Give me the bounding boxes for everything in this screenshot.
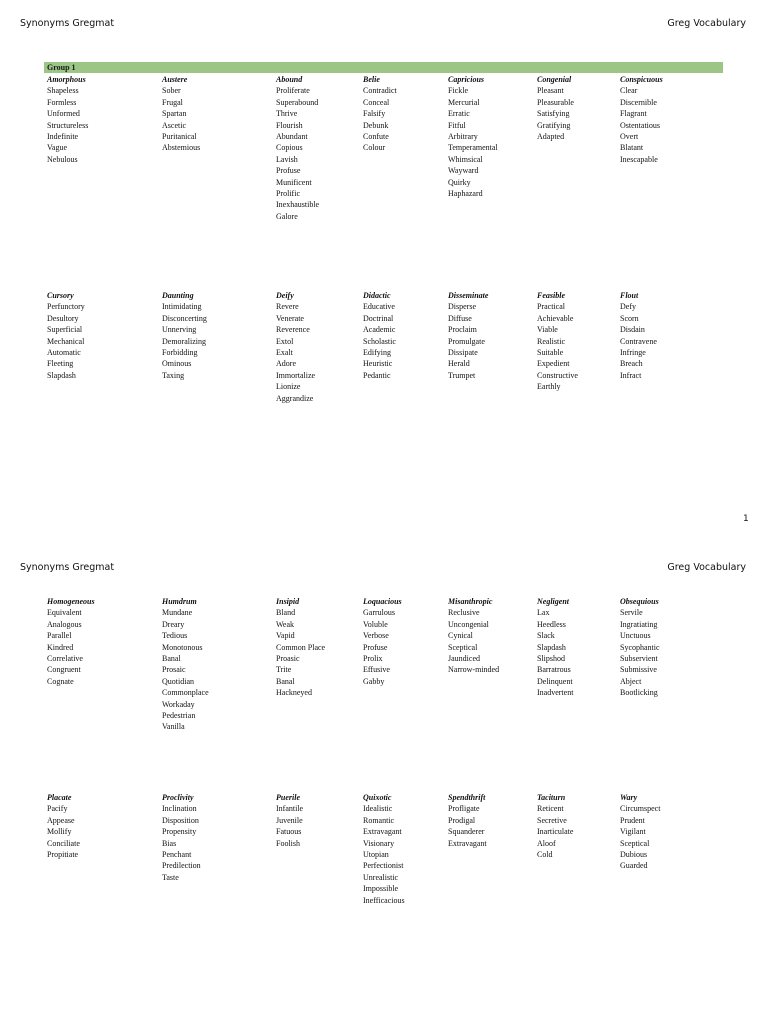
synonym-word: Frugal — [162, 97, 183, 107]
synonym-word: Edifying — [363, 348, 391, 358]
headword: Austere — [162, 75, 188, 84]
synonym-word: Venerate — [276, 313, 304, 323]
synonym-word: Dissipate — [448, 348, 478, 358]
page-1-header-right: Greg Vocabulary — [667, 18, 746, 29]
synonym-word: Blatant — [620, 143, 644, 153]
synonym-word: Servile — [620, 608, 643, 618]
synonym-word: Sober — [162, 86, 181, 96]
synonym-word: Workaday — [162, 699, 195, 709]
synonym-word: Vanilla — [162, 722, 185, 732]
synonym-word: Formless — [47, 97, 77, 107]
synonym-word: Pleasant — [537, 86, 564, 96]
synonym-word: Whimsical — [448, 154, 483, 164]
synonym-word: Mundane — [162, 608, 193, 618]
synonym-word: Munificent — [276, 177, 312, 187]
synonym-word: Reclusive — [448, 608, 480, 618]
synonym-word: Revere — [276, 302, 299, 312]
synonym-word: Thrive — [276, 109, 298, 119]
headword: Taciturn — [537, 793, 566, 802]
synonym-word: Ingratiating — [620, 619, 658, 629]
synonym-word: Commonplace — [162, 688, 209, 698]
synonym-word: Mollify — [47, 827, 72, 837]
synonym-word: Dreary — [162, 619, 185, 629]
synonym-column — [47, 792, 80, 860]
synonym-word: Prodigal — [448, 815, 476, 825]
synonym-word: Infringe — [620, 348, 646, 358]
synonym-word: Squanderer — [448, 827, 485, 837]
headword: Daunting — [162, 291, 194, 300]
synonym-word: Proasic — [276, 654, 300, 664]
synonym-column — [276, 290, 315, 404]
synonym-word: Overt — [620, 132, 639, 142]
synonym-word: Fatuous — [276, 827, 302, 837]
synonym-word: Extravagant — [363, 827, 402, 837]
synonym-word: Unrealistic — [363, 872, 399, 882]
synonym-word: Cold — [537, 850, 553, 860]
synonym-word: Conceal — [363, 97, 390, 107]
synonym-word: Visionary — [363, 838, 395, 848]
synonym-word: Sceptical — [620, 838, 650, 848]
synonym-word: Satisfying — [537, 109, 570, 119]
headword: Capricious — [448, 75, 485, 84]
page-2-header-left: Synonyms Gregmat — [20, 562, 115, 573]
headword: Puerile — [276, 793, 300, 802]
synonym-column — [448, 290, 488, 381]
synonym-word: Clear — [620, 86, 638, 96]
synonym-word: Heedless — [537, 619, 566, 629]
headword: Amorphous — [47, 75, 86, 84]
synonym-word: Defy — [620, 302, 636, 312]
synonym-word: Reticent — [537, 804, 564, 814]
synonym-word: Sceptical — [448, 642, 478, 652]
synonym-column — [162, 290, 207, 381]
synonym-word: Bias — [162, 838, 177, 848]
synonym-column — [620, 290, 657, 381]
synonym-column — [162, 596, 209, 733]
synonym-word: Inescapable — [620, 154, 658, 164]
synonym-word: Demoralizing — [162, 336, 206, 346]
group-label: Group 1 — [47, 63, 76, 72]
synonym-word: Falsify — [363, 109, 386, 119]
synonym-word: Barratrous — [537, 665, 571, 675]
synonym-word: Inexhaustible — [276, 200, 320, 210]
synonym-word: Inadvertent — [537, 688, 574, 698]
synonym-word: Haphazard — [448, 189, 483, 199]
synonym-word: Tedious — [162, 631, 188, 641]
synonym-word: Cognate — [47, 676, 74, 686]
synonym-word: Doctrinal — [363, 313, 394, 323]
synonym-column — [47, 290, 85, 381]
synonym-word: Confute — [363, 132, 389, 142]
synonym-word: Academic — [363, 325, 396, 335]
headword: Belie — [363, 75, 380, 84]
synonym-word: Copious — [276, 143, 303, 153]
synonym-word: Mercurial — [448, 97, 480, 107]
synonym-word: Gabby — [363, 676, 385, 686]
synonym-column — [276, 792, 303, 849]
synonym-word: Prosaic — [162, 665, 186, 675]
synonym-word: Vague — [47, 143, 67, 153]
synonym-word: Propitiate — [47, 850, 79, 860]
synonym-word: Narrow-minded — [448, 665, 500, 675]
synonym-word: Idealistic — [363, 804, 393, 814]
synonym-word: Pacify — [47, 804, 68, 814]
synonym-word: Delinquent — [537, 676, 573, 686]
synonym-word: Slack — [537, 631, 555, 641]
synonym-word: Automatic — [47, 348, 81, 358]
synonym-column — [47, 74, 88, 165]
synonym-word: Romantic — [363, 815, 395, 825]
synonym-column — [363, 792, 405, 906]
synonym-word: Abject — [620, 676, 642, 686]
synonym-word: Sycophantic — [620, 642, 660, 652]
synonym-word: Prolific — [276, 189, 300, 199]
synonym-word: Educative — [363, 302, 395, 312]
synonym-word: Analogous — [47, 619, 82, 629]
headword: Negligent — [537, 597, 569, 606]
synonym-word: Hackneyed — [276, 688, 312, 698]
synonym-word: Ominous — [162, 359, 192, 369]
synonym-word: Penchant — [162, 850, 192, 860]
synonym-word: Adore — [276, 359, 296, 369]
synonym-word: Quotidian — [162, 676, 194, 686]
synonym-word: Spartan — [162, 109, 187, 119]
synonym-column — [276, 596, 325, 699]
synonym-word: Bland — [276, 608, 296, 618]
synonym-word: Forbidding — [162, 348, 198, 358]
synonym-word: Mechanical — [47, 336, 85, 346]
synonym-word: Shapeless — [47, 86, 79, 96]
synonym-word: Promulgate — [448, 336, 485, 346]
synonym-word: Unformed — [47, 109, 80, 119]
synonym-word: Effusive — [363, 665, 390, 675]
synonym-word: Galore — [276, 211, 298, 221]
synonym-word: Voluble — [363, 619, 388, 629]
synonym-word: Correlative — [47, 654, 83, 664]
synonym-word: Scholastic — [363, 336, 396, 346]
synonym-word: Exalt — [276, 348, 293, 358]
synonym-word: Unnerving — [162, 325, 197, 335]
synonym-word: Impossible — [363, 884, 399, 894]
synonym-word: Contradict — [363, 86, 397, 96]
synonym-word: Banal — [276, 676, 295, 686]
synonym-word: Erratic — [448, 109, 470, 119]
synonym-word: Fickle — [448, 86, 468, 96]
synonym-word: Dubious — [620, 850, 648, 860]
synonym-word: Perfunctory — [47, 302, 85, 312]
synonym-word: Superficial — [47, 325, 83, 335]
synonym-word: Heuristic — [363, 359, 393, 369]
synonym-word: Prudent — [620, 815, 645, 825]
synonym-word: Guarded — [620, 861, 648, 871]
headword: Misanthropic — [448, 597, 493, 606]
headword: Obsequious — [620, 597, 659, 606]
synonym-word: Infantile — [276, 804, 304, 814]
synonym-word: Ascetic — [162, 120, 186, 130]
synonym-word: Common Place — [276, 642, 326, 652]
headword: Insipid — [276, 597, 300, 606]
synonym-word: Gratifying — [537, 120, 571, 130]
headword: Deify — [276, 291, 294, 300]
synonym-word: Lionize — [276, 382, 301, 392]
synonym-word: Herald — [448, 359, 470, 369]
synonym-word: Constructive — [537, 370, 578, 380]
headword: Loquacious — [363, 597, 402, 606]
synonym-word: Parallel — [47, 631, 72, 641]
synonym-word: Juvenile — [276, 815, 303, 825]
synonym-word: Disperse — [448, 302, 476, 312]
synonym-word: Jaundiced — [448, 654, 480, 664]
synonym-word: Prolix — [363, 654, 383, 664]
synonym-column — [363, 596, 402, 687]
synonym-word: Discernible — [620, 97, 657, 107]
synonym-word: Pedantic — [363, 370, 391, 380]
synonym-word: Nebulous — [47, 154, 78, 164]
synonym-column — [620, 596, 660, 699]
headword: Homogeneous — [47, 597, 95, 606]
synonym-word: Superabound — [276, 97, 319, 107]
headword: Placate — [47, 793, 72, 802]
synonym-column — [448, 596, 499, 676]
synonym-column — [537, 290, 578, 393]
synonym-word: Utopian — [363, 850, 389, 860]
synonym-word: Expedient — [537, 359, 570, 369]
synonym-word: Slapdash — [537, 642, 566, 652]
synonym-word: Abstemious — [162, 143, 201, 153]
synonym-word: Submissive — [620, 665, 657, 675]
synonym-word: Subservient — [620, 654, 658, 664]
synonym-word: Adapted — [537, 132, 565, 142]
synonym-column — [537, 596, 573, 699]
synonym-word: Extravagant — [448, 838, 487, 848]
synonym-word: Infract — [620, 370, 642, 380]
synonym-column — [363, 290, 396, 381]
synonym-word: Trumpet — [448, 370, 476, 380]
synonym-word: Diffuse — [448, 313, 472, 323]
synonym-word: Banal — [162, 654, 181, 664]
page-2-header-right: Greg Vocabulary — [667, 562, 746, 573]
synonym-column — [620, 792, 660, 872]
synonym-word: Cynical — [448, 631, 473, 641]
headword: Didactic — [363, 291, 391, 300]
synonym-column — [448, 74, 498, 199]
synonym-word: Aggrandize — [276, 393, 314, 403]
synonym-word: Lavish — [276, 154, 298, 164]
synonym-column — [537, 74, 574, 142]
synonym-word: Reverence — [276, 325, 310, 335]
synonym-word: Quirky — [448, 177, 471, 187]
synonym-word: Vapid — [276, 631, 295, 641]
synonym-word: Profuse — [276, 166, 301, 176]
synonym-word: Inarticulate — [537, 827, 574, 837]
headword: Wary — [620, 793, 638, 802]
synonym-column — [448, 792, 487, 849]
synonym-word: Pleasurable — [537, 97, 574, 107]
synonym-word: Colour — [363, 143, 386, 153]
synonym-word: Viable — [537, 325, 558, 335]
group-1-bar — [44, 62, 723, 73]
synonym-word: Wayward — [448, 166, 479, 176]
synonym-column — [620, 74, 663, 165]
synonym-word: Disconcerting — [162, 313, 207, 323]
synonym-word: Abundant — [276, 132, 308, 142]
synonym-word: Flourish — [276, 120, 303, 130]
synonym-word: Breach — [620, 359, 643, 369]
synonym-word: Equivalent — [47, 608, 82, 618]
headword: Cursory — [47, 291, 74, 300]
synonym-column — [363, 74, 397, 154]
headword: Disseminate — [448, 291, 489, 300]
headword: Flout — [620, 291, 639, 300]
page-1-header-left: Synonyms Gregmat — [20, 18, 115, 29]
synonym-word: Flagrant — [620, 109, 647, 119]
synonym-word: Ostentatious — [620, 120, 660, 130]
synonym-word: Lax — [537, 608, 550, 618]
synonym-word: Profuse — [363, 642, 388, 652]
synonym-word: Weak — [276, 619, 295, 629]
synonym-column — [537, 792, 573, 860]
synonym-word: Propensity — [162, 827, 197, 837]
synonym-word: Inefficacious — [363, 895, 405, 905]
synonym-column — [162, 792, 201, 883]
synonym-word: Bootlicking — [620, 688, 658, 698]
synonym-word: Proclaim — [448, 325, 477, 335]
synonym-word: Disdain — [620, 325, 645, 335]
synonym-word: Garrulous — [363, 608, 395, 618]
headword: Quixotic — [363, 793, 392, 802]
synonym-word: Appease — [47, 815, 75, 825]
synonym-word: Uncongenial — [448, 619, 489, 629]
headword: Abound — [276, 75, 303, 84]
synonym-word: Verbose — [363, 631, 389, 641]
headword: Humdrum — [162, 597, 197, 606]
synonym-word: Secretive — [537, 815, 567, 825]
synonym-word: Congruent — [47, 665, 81, 675]
synonym-word: Slapdash — [47, 370, 76, 380]
synonym-word: Earthly — [537, 382, 561, 392]
synonym-word: Scorn — [620, 313, 639, 323]
page-number: 1 — [743, 514, 749, 524]
synonym-word: Aloof — [537, 838, 556, 848]
synonym-word: Kindred — [47, 642, 74, 652]
synonym-word: Realistic — [537, 336, 565, 346]
synonym-word: Profligate — [448, 804, 480, 814]
headword: Feasible — [537, 291, 565, 300]
synonym-word: Intimidating — [162, 302, 202, 312]
headword: Proclivity — [162, 793, 194, 802]
synonym-word: Circumspect — [620, 804, 661, 814]
synonym-word: Fitful — [448, 120, 466, 130]
synonym-word: Pedestrian — [162, 711, 196, 721]
synonym-word: Extol — [276, 336, 294, 346]
headword: Spendthrift — [448, 793, 486, 802]
headword: Conspicuous — [620, 75, 663, 84]
synonym-word: Debunk — [363, 120, 389, 130]
synonym-word: Taxing — [162, 370, 185, 380]
synonym-word: Achievable — [537, 313, 574, 323]
synonym-word: Structureless — [47, 120, 89, 130]
synonym-word: Puritanical — [162, 132, 197, 142]
synonym-word: Inclination — [162, 804, 197, 814]
synonym-word: Practical — [537, 302, 565, 312]
synonym-column — [47, 596, 95, 687]
synonym-word: Taste — [162, 872, 179, 882]
headword: Congenial — [537, 75, 572, 84]
synonym-word: Predilection — [162, 861, 201, 871]
synonym-word: Temperamental — [448, 143, 498, 153]
synonym-word: Monotonous — [162, 642, 203, 652]
synonym-word: Immortalize — [276, 370, 316, 380]
synonym-word: Proliferate — [276, 86, 310, 96]
synonym-word: Slipshod — [537, 654, 566, 664]
synonym-word: Foolish — [276, 838, 301, 848]
synonym-word: Vigilant — [620, 827, 646, 837]
synonym-word: Suitable — [537, 348, 564, 358]
synonym-word: Indefinite — [47, 132, 79, 142]
synonym-column — [276, 74, 319, 222]
synonym-word: Disposition — [162, 815, 199, 825]
synonym-word: Fleeting — [47, 359, 74, 369]
synonym-word: Contravene — [620, 336, 657, 346]
synonym-word: Conciliate — [47, 838, 80, 848]
synonym-word: Desultory — [47, 313, 79, 323]
synonym-word: Trite — [276, 665, 292, 675]
synonym-word: Arbitrary — [448, 132, 478, 142]
synonym-word: Unctuous — [620, 631, 651, 641]
synonym-word: Perfectionist — [363, 861, 404, 871]
synonym-column — [162, 74, 200, 154]
